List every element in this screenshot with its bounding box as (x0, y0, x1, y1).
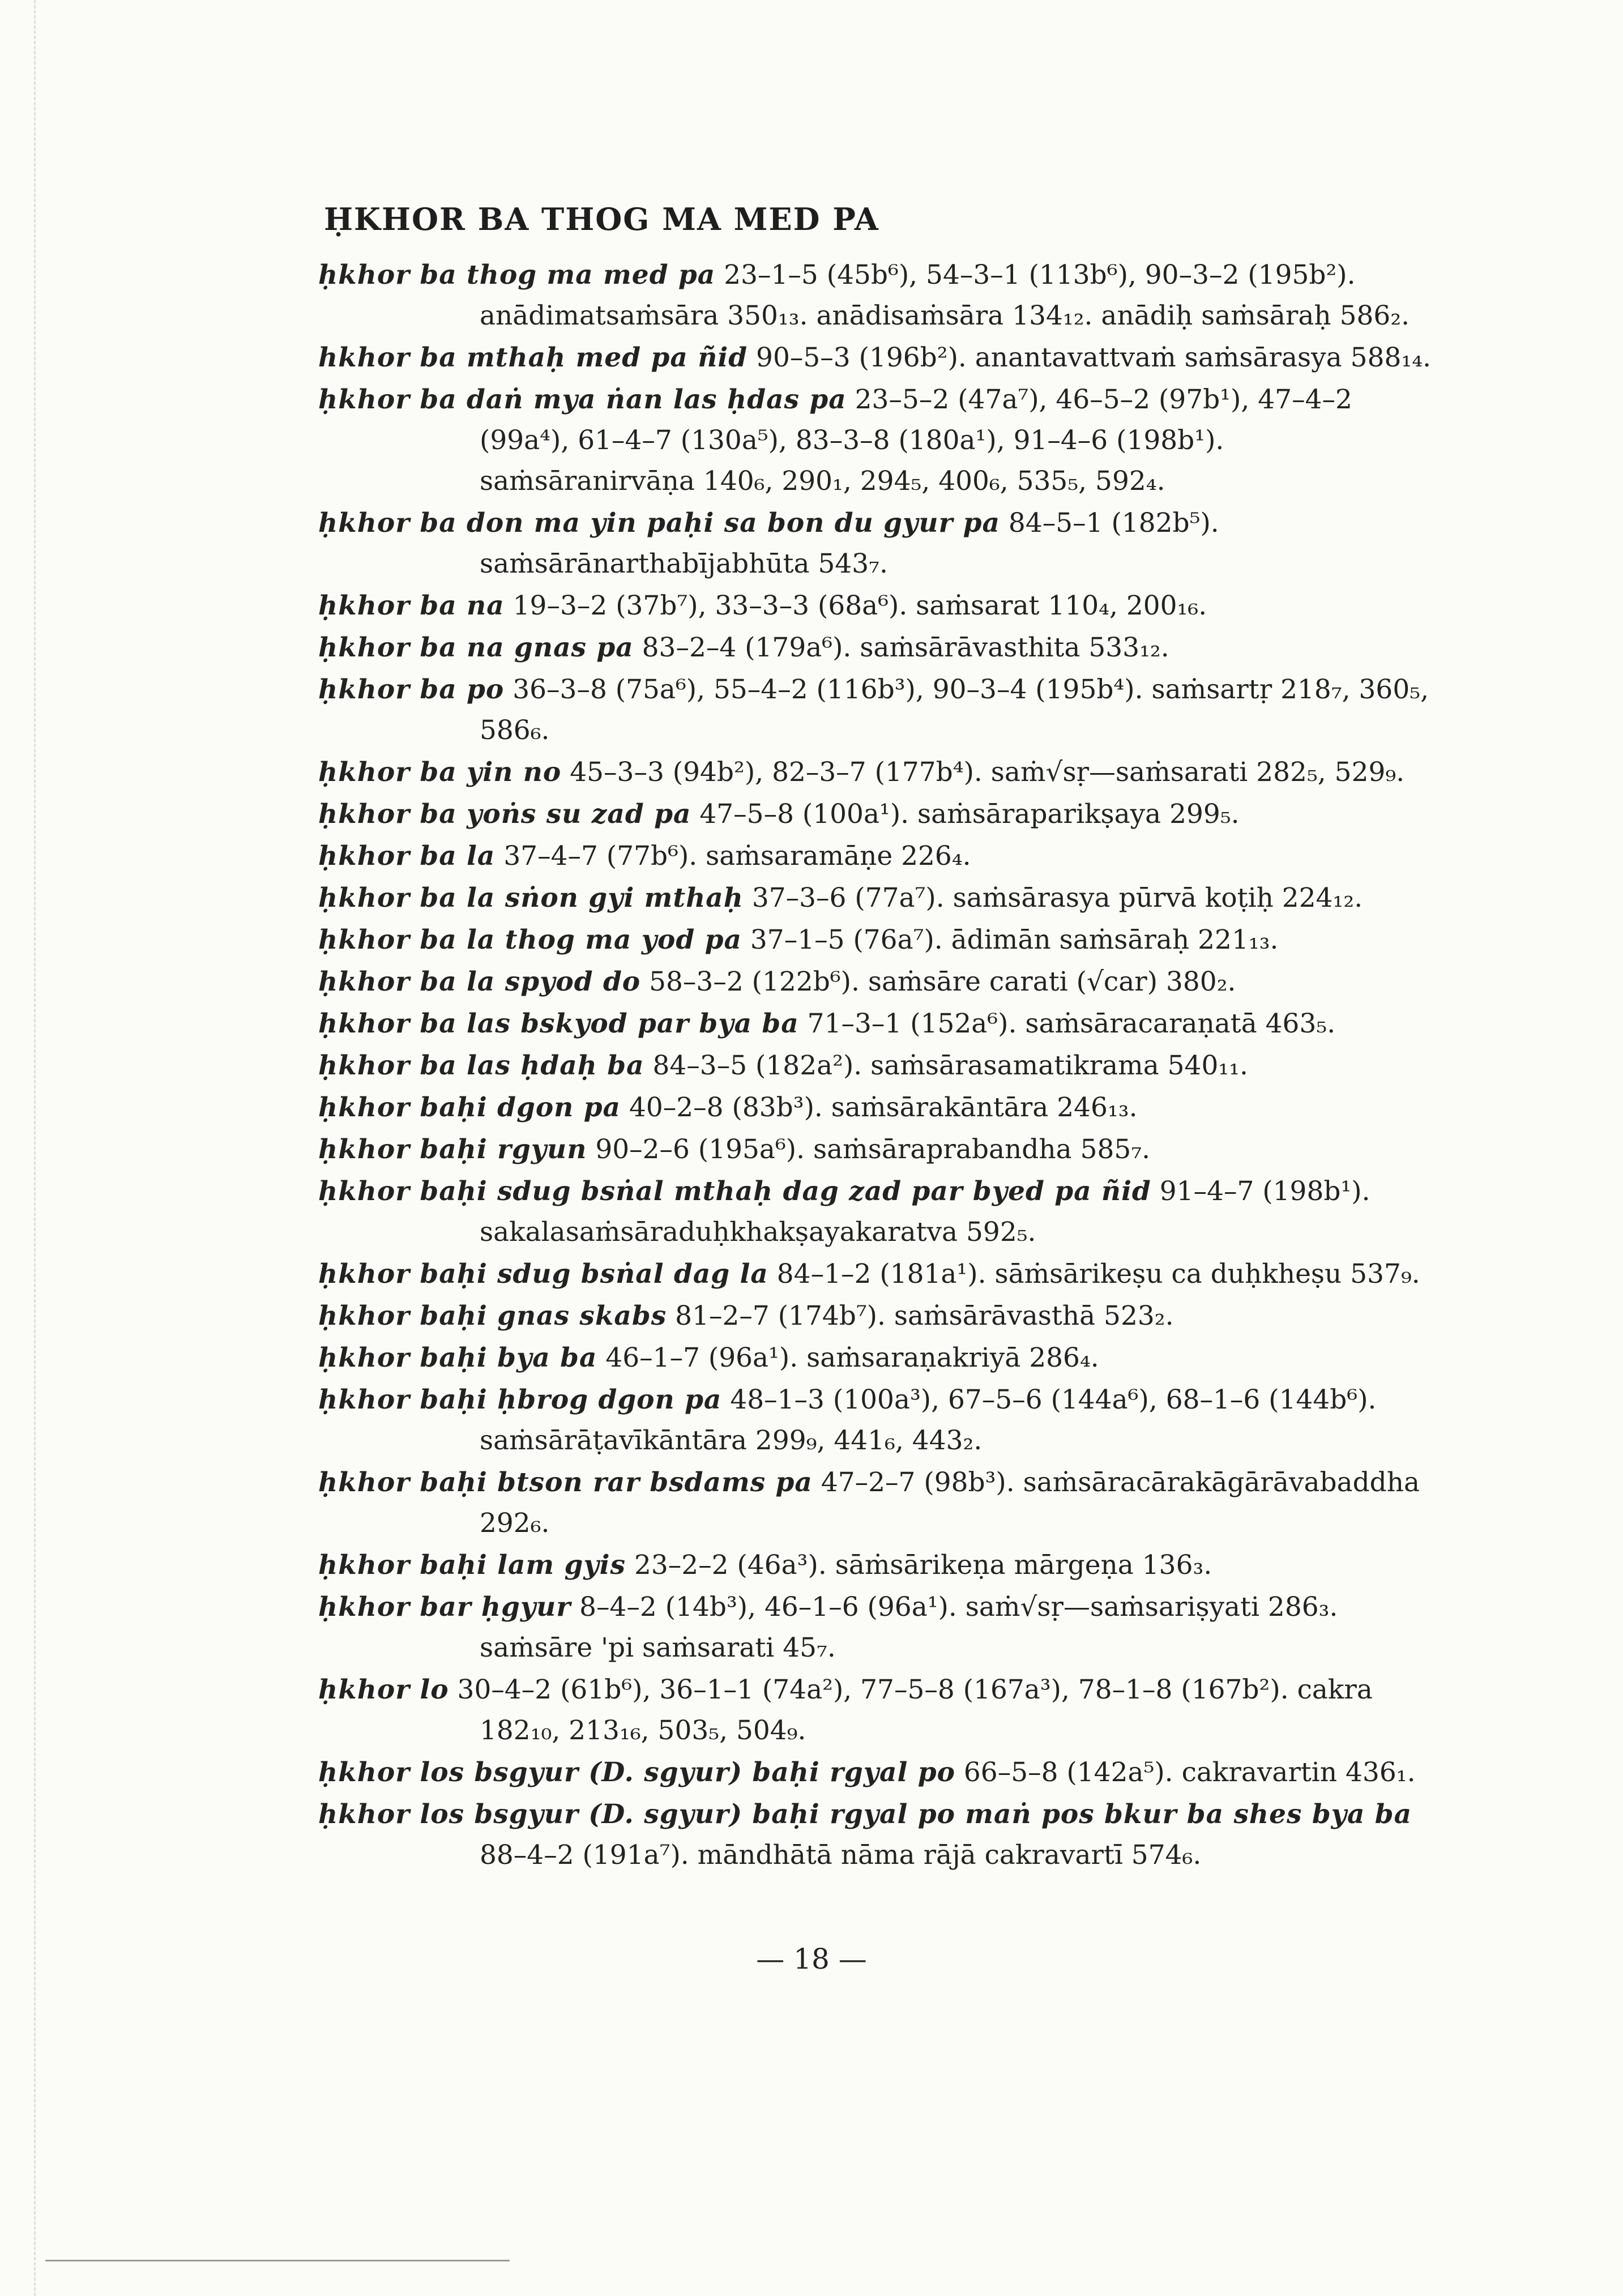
entry-headword: ḥkhor ba las ḥdaḥ ba (318, 1050, 644, 1081)
entry-headword: ḥkhor baḥi sdug bsṅal mthaḥ dag zad par byed pa ñid (318, 1176, 1151, 1207)
entry-text: 48–1–3 (100a³), 67–5–6 (144a⁶), 68–1–6 (144b⁶). saṁsārāṭavīkāntāra 299₉, 441₆, 443₂. (480, 1384, 1377, 1456)
entry-text: 91–4–7 (198b¹). sakalasaṁsāraduḥkhakṣayakaratva 592₅. (480, 1176, 1370, 1248)
entry-text: 90–5–3 (196b²). anantavattvaṁ saṁsārasya 588₁₄. (756, 342, 1432, 373)
entry-text: 23–2–2 (46a³). sāṁsārikeṇa mārgeṇa 136₃. (634, 1550, 1212, 1581)
list-item (318, 962, 1440, 1002)
entry-headword: ḥkhor baḥi lam gyis (318, 1550, 626, 1581)
list-item (318, 1752, 1440, 1793)
entry-list (318, 255, 1440, 1877)
entry-text: 36–3–8 (75a⁶), 55–4–2 (116b³), 90–3–4 (195b⁴). saṁsartṛ 218₇, 360₅, 586₆. (480, 674, 1429, 746)
entry-text: 40–2–8 (83b³). saṁsārakāntāra 246₁₃. (629, 1092, 1138, 1123)
entry-text: 19–3–2 (37b⁷), 33–3–3 (68a⁶). saṁsarat 110₄, 200₁₆. (512, 590, 1207, 621)
entry-text: 84–1–2 (181a¹). sāṁsārikeṣu ca duḥkheṣu 537₉. (776, 1258, 1420, 1290)
entry-text: 71–3–1 (152a⁶). saṁsāracaraṇatā 463₅. (807, 1008, 1336, 1039)
entry-text: 83–2–4 (179a⁶). saṁsārāvasthita 533₁₂. (642, 632, 1169, 663)
entry-headword: ḥkhor ba la thog ma yod pa (318, 924, 742, 955)
list-item (318, 255, 1440, 336)
list-item (318, 878, 1440, 919)
entry-headword: ḥkhor baḥi rgyun (318, 1134, 587, 1165)
entry-text: 84–5–1 (182b⁵). saṁsārānarthabījabhūta 543₇. (480, 507, 1219, 579)
entry-headword: ḥkhor baḥi gnas skabs (318, 1300, 667, 1331)
list-item (318, 379, 1440, 502)
entry-text: 37–3–6 (77a⁷). saṁsārasya pūrvā koṭiḥ 224₁₂. (751, 882, 1363, 914)
entry-text: 37–1–5 (76a⁷). ādimān saṁsāraḥ 221₁₃. (750, 924, 1279, 955)
page-title: ḤKHOR BA THOG MA MED PA (324, 201, 879, 237)
entry-headword: ḥkhor ba la (318, 840, 496, 872)
entry-text: 45–3–3 (94b²), 82–3–7 (177b⁴). saṁ√sṛ—saṁsarati 282₅, 529₉. (570, 757, 1405, 788)
list-item (318, 920, 1440, 961)
entry-headword: ḥkhor ba na (318, 590, 505, 621)
list-item (318, 1129, 1440, 1170)
list-item (318, 628, 1440, 668)
list-item (318, 1545, 1440, 1586)
list-item (318, 1587, 1440, 1668)
list-item (318, 586, 1440, 626)
entry-text: 30–4–2 (61b⁶), 36–1–1 (74a²), 77–5–8 (167a³), 78–1–8 (167b²). cakra 182₁₀, 213₁₆, 503₅, 504₉. (457, 1674, 1373, 1746)
list-item (318, 338, 1440, 378)
list-item (318, 503, 1440, 584)
list-item (318, 1087, 1440, 1128)
list-item (318, 1338, 1440, 1379)
entry-text: 23–1–5 (45b⁶), 54–3–1 (113b⁶), 90–3–2 (195b²). anādimatsaṁsāra 350₁₃. anādisaṁsāra 134₁₂. anādiḥ saṁsāraḥ 586₂. (480, 259, 1410, 331)
scan-bottom-rule (45, 2260, 510, 2261)
entry-headword: ḥkhor ba daṅ mya ṅan las ḥdas pa (318, 384, 847, 415)
entry-headword: ḥkhor los bsgyur (D. sgyur) baḥi rgyal po (318, 1757, 955, 1788)
entry-headword: ḥkhor ba las bskyod par bya ba (318, 1008, 799, 1039)
entry-text: 84–3–5 (182a²). saṁsārasamatikrama 540₁₁. (652, 1050, 1248, 1081)
entry-text: 88–4–2 (191a⁷). māndhātā nāma rājā cakravartī 574₆. (480, 1840, 1202, 1871)
entry-text: 58–3–2 (122b⁶). saṁsāre carati (√car) 380₂. (649, 966, 1236, 997)
entry-headword: ḥkhor baḥi ḥbrog dgon pa (318, 1384, 722, 1415)
list-item (318, 1462, 1440, 1544)
entry-headword: ḥkhor ba yin no (318, 757, 562, 788)
list-item (318, 1794, 1440, 1876)
entry-headword: ḥkhor ba la sṅon gyi mthaḥ (318, 882, 744, 914)
entry-headword: ḥkhor ba po (318, 674, 505, 705)
entry-text: 8–4–2 (14b³), 46–1–6 (96a¹). saṁ√sṛ—saṁsariṣyati 286₃. saṁsāre 'pi saṁsarati 45₇. (480, 1591, 1338, 1663)
list-item (318, 836, 1440, 877)
entry-headword: ḥkhor ba na gnas pa (318, 632, 634, 663)
entry-headword: ḥkhor bar ḥgyur (318, 1591, 571, 1623)
list-item (318, 669, 1440, 751)
entry-headword: ḥkhor ba la spyod do (318, 966, 641, 997)
entry-text: 47–5–8 (100a¹). saṁsāraparikṣaya 299₅. (699, 799, 1240, 830)
entry-text: 47–2–7 (98b³). saṁsāracārakāgārāvabaddha 292₆. (480, 1467, 1420, 1539)
entry-headword: ḥkhor lo (318, 1674, 449, 1705)
list-item (318, 1670, 1440, 1751)
list-item (318, 1004, 1440, 1044)
entry-headword: ḥkhor baḥi bya ba (318, 1342, 597, 1373)
page-number: — 18 — (756, 1943, 867, 1975)
entry-headword: ḥkhor los bsgyur (D. sgyur) baḥi rgyal po maṅ pos bkur ba shes bya ba (318, 1799, 1412, 1830)
entry-text: 37–4–7 (77b⁶). saṁsaramāṇe 226₄. (503, 840, 971, 872)
list-item (318, 752, 1440, 793)
entry-text: 81–2–7 (174b⁷). saṁsārāvasthā 523₂. (675, 1300, 1174, 1331)
entry-headword: ḥkhor baḥi btson rar bsdams pa (318, 1467, 813, 1498)
list-item (318, 794, 1440, 835)
entry-text: 90–2–6 (195a⁶). saṁsāraprabandha 585₇. (595, 1134, 1151, 1165)
entry-headword: ḥkhor baḥi sdug bsṅal dag la (318, 1258, 768, 1290)
entry-headword: hkhor ba mthaḥ med pa ñid (318, 342, 748, 373)
list-item (318, 1045, 1440, 1086)
entry-text: 46–1–7 (96a¹). saṁsaraṇakriyā 286₄. (605, 1342, 1099, 1373)
list-item (318, 1296, 1440, 1337)
entry-headword: ḥkhor ba thog ma med pa (318, 259, 716, 291)
list-item (318, 1254, 1440, 1295)
entry-headword: ḥkhor ba yoṅs su zad pa (318, 799, 691, 830)
list-item (318, 1171, 1440, 1253)
entry-text: 66–5–8 (142a⁵). cakravartin 436₁. (963, 1757, 1416, 1788)
entry-headword: ḥkhor baḥi dgon pa (318, 1092, 621, 1123)
entry-text: 23–5–2 (47a⁷), 46–5–2 (97b¹), 47–4–2 (99a⁴), 61–4–7 (130a⁵), 83–3–8 (180a¹), 91–4–6 (198b¹). saṁsāranirvāṇa 140₆, 290₁, 294₅, 400₆, 535₅, 592₄. (480, 384, 1352, 497)
list-item (318, 1380, 1440, 1461)
entry-headword: ḥkhor ba don ma yin paḥi sa bon du gyur pa (318, 507, 1000, 539)
